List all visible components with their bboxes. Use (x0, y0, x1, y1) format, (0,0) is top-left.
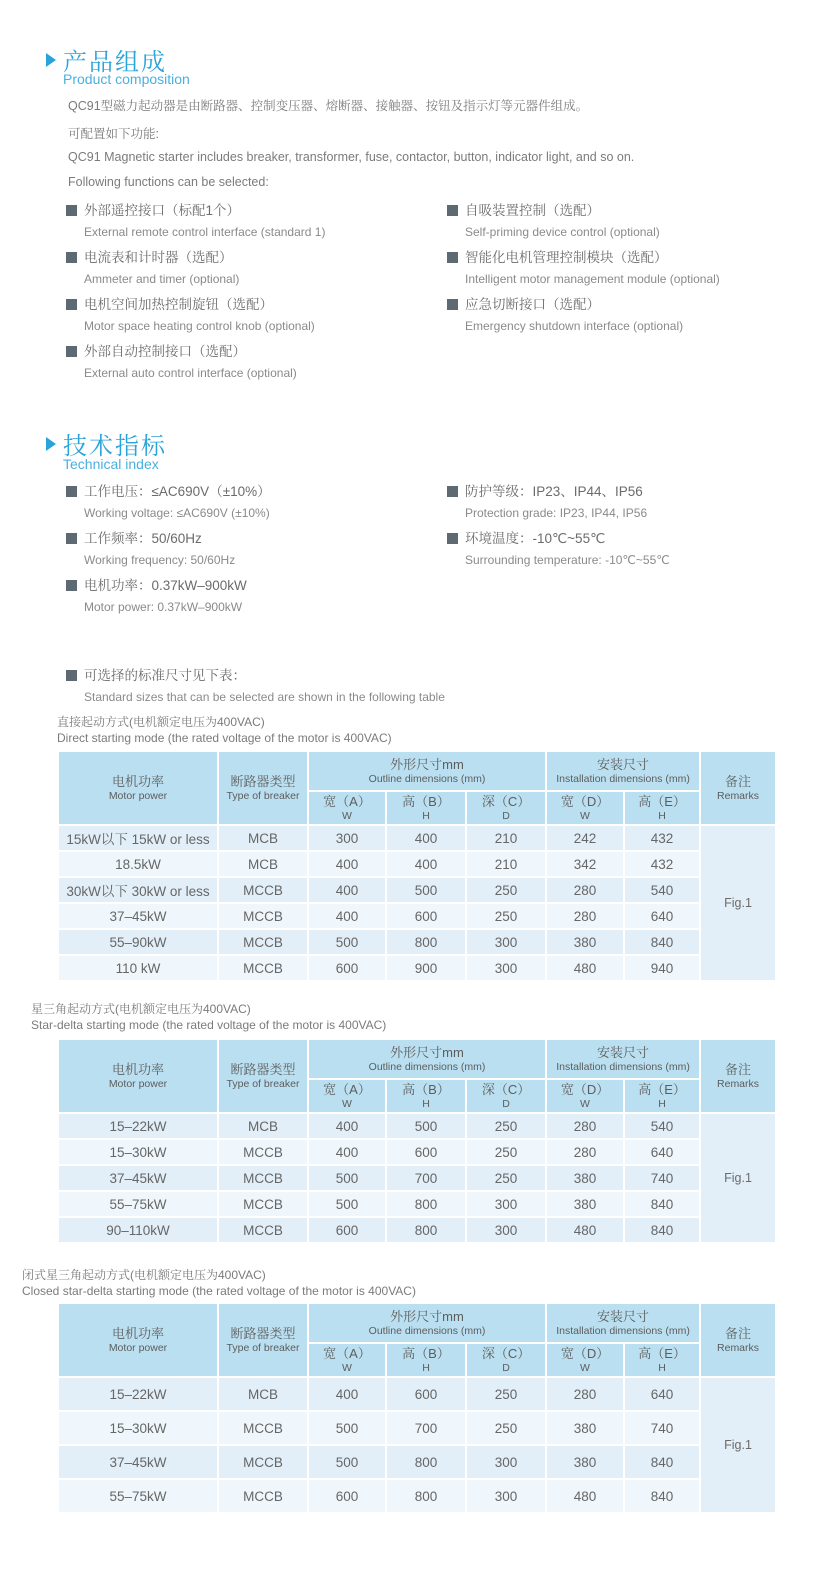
feature-label-en: Emergency shutdown interface (optional) (465, 319, 684, 333)
table-row (58, 877, 776, 903)
cell-remark: Fig.1 (700, 1377, 776, 1513)
cell-a: 500 (308, 1445, 386, 1479)
intro-paragraph-zh: QC91型磁力起动器是由断路器、控制变压器、熔断器、接触器、按钮及指示灯等元器件组成。 (68, 99, 589, 113)
col-header-width-d: 宽（D） W (546, 791, 624, 825)
table-row (58, 1445, 776, 1479)
col-header-depth-c: 深（C） D (466, 1079, 546, 1113)
cell-d: 380 (546, 1445, 624, 1479)
table-row (58, 1217, 776, 1243)
spec-label-zh: 防护等级：IP23、IP44、IP56 (465, 484, 643, 499)
feature-list-right (447, 202, 817, 343)
cell-breaker: MCCB (218, 1139, 308, 1165)
cell-e: 740 (624, 1411, 700, 1445)
cell-e: 840 (624, 1191, 700, 1217)
col-header-height-e: 高（E） H (624, 1079, 700, 1113)
cell-d: 480 (546, 1479, 624, 1513)
spec-item (66, 483, 436, 521)
spec-label-en: Motor power: 0.37kW–900kW (84, 600, 243, 614)
cell-power: 30kW以下 30kW or less (58, 877, 218, 903)
cell-power: 18.5kW (58, 851, 218, 877)
col-header-remarks: 备注 Remarks (700, 1039, 776, 1113)
feature-label-en: Self-priming device control (optional) (465, 225, 660, 239)
cell-power: 37–45kW (58, 903, 218, 929)
star-delta-starting-table (57, 1038, 777, 1244)
feature-list-left (66, 202, 436, 390)
cell-b: 400 (386, 851, 466, 877)
cell-a: 300 (308, 825, 386, 851)
square-bullet-icon (66, 533, 77, 544)
cell-breaker: MCCB (218, 1411, 308, 1445)
cell-a: 600 (308, 955, 386, 981)
cell-c: 250 (466, 877, 546, 903)
cell-d: 280 (546, 1113, 624, 1139)
intro-paragraph-en2: Following functions can be selected: (68, 175, 269, 189)
table-title-zh: 星三角起动方式(电机额定电压为400VAC) (31, 1002, 251, 1016)
cell-e: 740 (624, 1165, 700, 1191)
cell-d: 480 (546, 955, 624, 981)
cell-breaker: MCCB (218, 929, 308, 955)
col-header-width-d: 宽（D） W (546, 1343, 624, 1377)
feature-label-en: Intelligent motor management module (optional) (465, 272, 720, 286)
cell-c: 250 (466, 1411, 546, 1445)
cell-d: 280 (546, 877, 624, 903)
table-title-closed-star-delta (22, 1267, 416, 1299)
spec-label-zh: 电机功率：0.37kW–900kW (84, 578, 247, 593)
square-bullet-icon (66, 299, 77, 310)
cell-remark: Fig.1 (700, 825, 776, 981)
cell-power: 110 kW (58, 955, 218, 981)
table-row (58, 1411, 776, 1445)
table-row (58, 1139, 776, 1165)
cell-b: 600 (386, 903, 466, 929)
triangle-marker-icon (46, 437, 56, 451)
square-bullet-icon (447, 533, 458, 544)
cell-a: 500 (308, 929, 386, 955)
cell-b: 600 (386, 1139, 466, 1165)
cell-d: 280 (546, 1139, 624, 1165)
cell-e: 840 (624, 1217, 700, 1243)
table-row (58, 929, 776, 955)
cell-power: 15–22kW (58, 1113, 218, 1139)
col-header-height-b: 高（B） H (386, 1079, 466, 1113)
cell-c: 210 (466, 825, 546, 851)
cell-b: 800 (386, 1445, 466, 1479)
closed-star-delta-starting-table (57, 1302, 777, 1514)
square-bullet-icon (66, 580, 77, 591)
col-header-remarks: 备注 Remarks (700, 1303, 776, 1377)
cell-c: 300 (466, 1445, 546, 1479)
cell-breaker: MCCB (218, 1479, 308, 1513)
cell-a: 500 (308, 1411, 386, 1445)
cell-c: 210 (466, 851, 546, 877)
feature-label-zh: 智能化电机管理控制模块（选配） (465, 250, 668, 265)
table-title-zh: 直接起动方式(电机额定电压为400VAC) (57, 715, 265, 729)
table-row (58, 851, 776, 877)
cell-c: 300 (466, 1479, 546, 1513)
spec-item (66, 530, 436, 568)
cell-breaker: MCCB (218, 1165, 308, 1191)
cell-b: 900 (386, 955, 466, 981)
col-header-motor-power: 电机功率 Motor power (58, 1303, 218, 1377)
cell-b: 500 (386, 1113, 466, 1139)
cell-d: 380 (546, 1191, 624, 1217)
col-header-height-e: 高（E） H (624, 1343, 700, 1377)
feature-label-zh: 应急切断接口（选配） (465, 297, 600, 312)
cell-c: 250 (466, 1113, 546, 1139)
table-row (58, 1479, 776, 1513)
cell-power: 15kW以下 15kW or less (58, 825, 218, 851)
table-row (58, 955, 776, 981)
cell-a: 400 (308, 1139, 386, 1165)
feature-label-zh: 外部自动控制接口（选配） (84, 344, 246, 359)
square-bullet-icon (447, 486, 458, 497)
colgroup-installation-dimensions: 安装尺寸 Installation dimensions (mm) (546, 1303, 700, 1343)
col-header-breaker-type: 断路器类型 Type of breaker (218, 751, 308, 825)
cell-c: 300 (466, 1191, 546, 1217)
feature-label-zh: 电机空间加热控制旋钮（选配） (84, 297, 273, 312)
spec-item (447, 530, 817, 568)
cell-a: 600 (308, 1217, 386, 1243)
cell-c: 250 (466, 1139, 546, 1165)
table-row (58, 825, 776, 851)
cell-d: 280 (546, 1377, 624, 1411)
cell-power: 55–90kW (58, 929, 218, 955)
cell-a: 500 (308, 1165, 386, 1191)
table-title-en: Closed star-delta starting mode (the rated voltage of the motor is 400VAC) (22, 1284, 416, 1298)
cell-b: 800 (386, 929, 466, 955)
col-header-height-e: 高（E） H (624, 791, 700, 825)
spec-label-zh: 环境温度：-10℃~55℃ (465, 531, 606, 546)
table-title-en: Star-delta starting mode (the rated voltage of the motor is 400VAC) (31, 1018, 387, 1032)
cell-a: 400 (308, 1113, 386, 1139)
spec-label-zh: 工作频率：50/60Hz (84, 531, 202, 546)
square-bullet-icon (66, 252, 77, 263)
feature-label-zh: 外部遥控接口（标配1个） (84, 203, 241, 218)
square-bullet-icon (66, 346, 77, 357)
section-title-en: Technical index (63, 456, 159, 472)
cell-power: 37–45kW (58, 1165, 218, 1191)
cell-b: 800 (386, 1191, 466, 1217)
table-title-star-delta (31, 1001, 386, 1033)
colgroup-outline-dimensions: 外形尺寸mm Outline dimensions (mm) (308, 751, 546, 791)
col-header-remarks: 备注 Remarks (700, 751, 776, 825)
direct-starting-table (57, 750, 777, 982)
cell-e: 840 (624, 929, 700, 955)
colgroup-outline-dimensions: 外形尺寸mm Outline dimensions (mm) (308, 1039, 546, 1079)
cell-e: 640 (624, 1139, 700, 1165)
cell-breaker: MCB (218, 851, 308, 877)
intro-paragraph-zh2: 可配置如下功能: (68, 127, 159, 141)
square-bullet-icon (66, 205, 77, 216)
col-header-width-d: 宽（D） W (546, 1079, 624, 1113)
cell-e: 432 (624, 825, 700, 851)
feature-label-en: Ammeter and timer (optional) (84, 272, 240, 286)
cell-breaker: MCCB (218, 1191, 308, 1217)
cell-c: 250 (466, 1165, 546, 1191)
cell-c: 300 (466, 955, 546, 981)
cell-power: 15–30kW (58, 1411, 218, 1445)
square-bullet-icon (66, 486, 77, 497)
note-en: Standard sizes that can be selected are shown in the following table (84, 690, 445, 704)
section-title-zh: 产品组成 (63, 49, 167, 76)
cell-breaker: MCCB (218, 1217, 308, 1243)
cell-e: 940 (624, 955, 700, 981)
cell-breaker: MCB (218, 1377, 308, 1411)
feature-label-en: Motor space heating control knob (optional) (84, 319, 315, 333)
table-row (58, 1165, 776, 1191)
cell-power: 15–30kW (58, 1139, 218, 1165)
spec-label-en: Working voltage: ≤AC690V (±10%) (84, 506, 270, 520)
section-title-en: Product composition (63, 71, 190, 87)
feature-label-en: External remote control interface (standard 1) (84, 225, 326, 239)
cell-e: 640 (624, 1377, 700, 1411)
feature-item (66, 296, 436, 334)
cell-b: 500 (386, 877, 466, 903)
cell-d: 342 (546, 851, 624, 877)
cell-e: 840 (624, 1479, 700, 1513)
cell-d: 380 (546, 929, 624, 955)
cell-power: 90–110kW (58, 1217, 218, 1243)
square-bullet-icon (447, 205, 458, 216)
spec-item (66, 577, 436, 615)
col-header-motor-power: 电机功率 Motor power (58, 751, 218, 825)
cell-d: 280 (546, 903, 624, 929)
cell-remark: Fig.1 (700, 1113, 776, 1243)
colgroup-installation-dimensions: 安装尺寸 Installation dimensions (mm) (546, 751, 700, 791)
cell-d: 480 (546, 1217, 624, 1243)
cell-b: 800 (386, 1479, 466, 1513)
cell-b: 700 (386, 1411, 466, 1445)
col-header-height-b: 高（B） H (386, 791, 466, 825)
col-header-depth-c: 深（C） D (466, 791, 546, 825)
table-row (58, 903, 776, 929)
colgroup-installation-dimensions: 安装尺寸 Installation dimensions (mm) (546, 1039, 700, 1079)
cell-d: 242 (546, 825, 624, 851)
spec-item (447, 483, 817, 521)
feature-item (66, 202, 436, 240)
col-header-width-a: 宽（A） W (308, 791, 386, 825)
table-title-en: Direct starting mode (the rated voltage of the motor is 400VAC) (57, 731, 392, 745)
cell-breaker: MCCB (218, 877, 308, 903)
cell-e: 840 (624, 1445, 700, 1479)
triangle-marker-icon (46, 53, 56, 67)
standard-sizes-note (66, 667, 445, 705)
cell-e: 540 (624, 877, 700, 903)
table-title-zh: 闭式星三角起动方式(电机额定电压为400VAC) (22, 1268, 266, 1282)
col-header-height-b: 高（B） H (386, 1343, 466, 1377)
col-header-breaker-type: 断路器类型 Type of breaker (218, 1303, 308, 1377)
feature-label-en: External auto control interface (optional) (84, 366, 297, 380)
col-header-width-a: 宽（A） W (308, 1343, 386, 1377)
col-header-width-a: 宽（A） W (308, 1079, 386, 1113)
cell-a: 600 (308, 1479, 386, 1513)
spec-list-right (447, 483, 817, 577)
cell-b: 800 (386, 1217, 466, 1243)
table-row (58, 1191, 776, 1217)
spec-label-en: Working frequency: 50/60Hz (84, 553, 236, 567)
feature-item (447, 249, 817, 287)
cell-e: 640 (624, 903, 700, 929)
note-zh: 可选择的标准尺寸见下表： (84, 668, 246, 683)
cell-c: 300 (466, 1217, 546, 1243)
feature-item (447, 296, 817, 334)
cell-breaker: MCCB (218, 903, 308, 929)
cell-c: 250 (466, 1377, 546, 1411)
spec-label-en: Protection grade: IP23, IP44, IP56 (465, 506, 648, 520)
table-row (58, 1377, 776, 1411)
cell-power: 55–75kW (58, 1191, 218, 1217)
spec-label-en: Surrounding temperature: -10℃~55℃ (465, 553, 670, 567)
cell-d: 380 (546, 1411, 624, 1445)
cell-breaker: MCCB (218, 1445, 308, 1479)
col-header-breaker-type: 断路器类型 Type of breaker (218, 1039, 308, 1113)
feature-item (66, 343, 436, 381)
table-row (58, 1113, 776, 1139)
feature-item (447, 202, 817, 240)
cell-power: 15–22kW (58, 1377, 218, 1411)
square-bullet-icon (66, 670, 77, 681)
table-title-direct (57, 714, 392, 746)
square-bullet-icon (447, 252, 458, 263)
cell-power: 55–75kW (58, 1479, 218, 1513)
cell-d: 380 (546, 1165, 624, 1191)
colgroup-outline-dimensions: 外形尺寸mm Outline dimensions (mm) (308, 1303, 546, 1343)
cell-c: 300 (466, 929, 546, 955)
cell-a: 400 (308, 877, 386, 903)
cell-b: 400 (386, 825, 466, 851)
cell-b: 600 (386, 1377, 466, 1411)
spec-list-left (66, 483, 436, 624)
col-header-depth-c: 深（C） D (466, 1343, 546, 1377)
cell-e: 540 (624, 1113, 700, 1139)
cell-breaker: MCB (218, 825, 308, 851)
section-title-zh: 技术指标 (63, 433, 167, 460)
cell-b: 700 (386, 1165, 466, 1191)
cell-a: 400 (308, 1377, 386, 1411)
cell-a: 400 (308, 851, 386, 877)
cell-a: 500 (308, 1191, 386, 1217)
cell-power: 37–45kW (58, 1445, 218, 1479)
cell-a: 400 (308, 903, 386, 929)
col-header-motor-power: 电机功率 Motor power (58, 1039, 218, 1113)
intro-paragraph-en: QC91 Magnetic starter includes breaker, transformer, fuse, contactor, button, indicator light, and so on. (68, 150, 635, 164)
cell-e: 432 (624, 851, 700, 877)
cell-c: 250 (466, 903, 546, 929)
square-bullet-icon (447, 299, 458, 310)
feature-label-zh: 自吸装置控制（选配） (465, 203, 600, 218)
feature-item (66, 249, 436, 287)
spec-label-zh: 工作电压：≤AC690V（±10%） (84, 484, 271, 499)
feature-label-zh: 电流表和计时器（选配） (84, 250, 233, 265)
cell-breaker: MCB (218, 1113, 308, 1139)
cell-breaker: MCCB (218, 955, 308, 981)
